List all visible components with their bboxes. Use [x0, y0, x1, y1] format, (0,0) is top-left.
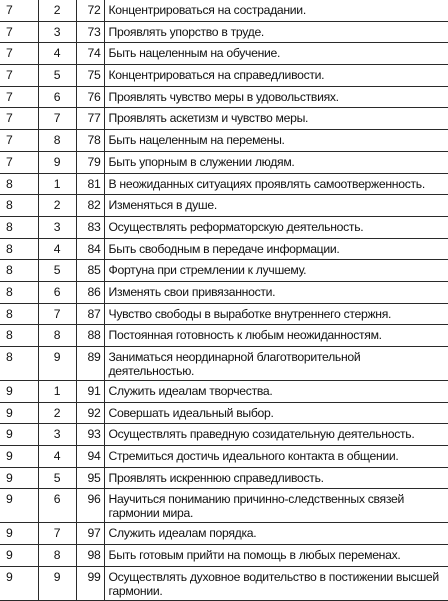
- table-row: [0, 566, 448, 600]
- first-digit-cell: 9: [0, 446, 38, 468]
- table-row: [0, 43, 448, 65]
- number-cell: 82: [76, 195, 104, 217]
- number-cell: 98: [76, 545, 104, 567]
- first-digit-cell: 8: [0, 281, 38, 303]
- first-digit-cell: 7: [0, 108, 38, 130]
- first-digit-cell: 7: [0, 43, 38, 65]
- first-digit-cell: 8: [0, 347, 38, 381]
- description-cell: Быть нацеленным на обучение.: [104, 43, 448, 65]
- number-cell: 87: [76, 303, 104, 325]
- second-digit-cell: 9: [38, 347, 76, 381]
- second-digit-cell: 2: [38, 0, 76, 21]
- description-cell: Концентрироваться на справедливости.: [104, 65, 448, 87]
- number-cell: 92: [76, 402, 104, 424]
- second-digit-cell: 6: [38, 281, 76, 303]
- description-cell: Проявлять упорство в труде.: [104, 21, 448, 43]
- second-digit-cell: 5: [38, 260, 76, 282]
- second-digit-cell: 7: [38, 303, 76, 325]
- first-digit-cell: 8: [0, 303, 38, 325]
- second-digit-cell: 9: [38, 566, 76, 600]
- description-cell: Служить идеалам порядка.: [104, 523, 448, 545]
- first-digit-cell: 7: [0, 130, 38, 152]
- first-digit-cell: 9: [0, 467, 38, 489]
- description-cell: В неожиданных ситуациях проявлять самоотверженность.: [104, 173, 448, 195]
- description-cell: Проявлять искреннюю справедливость.: [104, 467, 448, 489]
- number-cell: 84: [76, 238, 104, 260]
- description-cell: Осуществлять духовное водительство в постижении высшей гармонии.: [104, 566, 448, 600]
- first-digit-cell: 8: [0, 173, 38, 195]
- first-digit-cell: 9: [0, 489, 38, 523]
- second-digit-cell: 4: [38, 238, 76, 260]
- first-digit-cell: 9: [0, 402, 38, 424]
- table-row: [0, 195, 448, 217]
- description-cell: Осуществлять праведную созидательную деятельность.: [104, 424, 448, 446]
- table-row: [0, 260, 448, 282]
- first-digit-cell: 9: [0, 424, 38, 446]
- first-digit-cell: 9: [0, 545, 38, 567]
- table-row: [0, 402, 448, 424]
- number-cell: 72: [76, 0, 104, 21]
- description-cell: Служить идеалам творчества.: [104, 381, 448, 403]
- number-cell: 83: [76, 216, 104, 238]
- table-row: [0, 281, 448, 303]
- first-digit-cell: 9: [0, 566, 38, 600]
- number-cell: 86: [76, 281, 104, 303]
- second-digit-cell: 2: [38, 195, 76, 217]
- number-cell: 91: [76, 381, 104, 403]
- second-digit-cell: 7: [38, 523, 76, 545]
- first-digit-cell: 7: [0, 86, 38, 108]
- first-digit-cell: 7: [0, 65, 38, 87]
- table-row: [0, 21, 448, 43]
- description-cell: Научиться пониманию причинно-следственных связей гармонии мира.: [104, 489, 448, 523]
- number-cell: 74: [76, 43, 104, 65]
- number-cell: 99: [76, 566, 104, 600]
- description-cell: Заниматься неординарной благотворительной деятельностью.: [104, 347, 448, 381]
- table-row: [0, 65, 448, 87]
- description-cell: Осуществлять реформаторскую деятельность.: [104, 216, 448, 238]
- number-cell: 97: [76, 523, 104, 545]
- description-cell: Проявлять чувство меры в удовольствиях.: [104, 86, 448, 108]
- first-digit-cell: 9: [0, 381, 38, 403]
- second-digit-cell: 6: [38, 489, 76, 523]
- first-digit-cell: 8: [0, 238, 38, 260]
- number-cell: 94: [76, 446, 104, 468]
- table-row: [0, 130, 448, 152]
- table-row: [0, 303, 448, 325]
- first-digit-cell: 7: [0, 0, 38, 21]
- second-digit-cell: 1: [38, 173, 76, 195]
- second-digit-cell: 3: [38, 21, 76, 43]
- second-digit-cell: 2: [38, 402, 76, 424]
- number-cell: 75: [76, 65, 104, 87]
- description-cell: Стремиться достичь идеального контакта в общении.: [104, 446, 448, 468]
- description-cell: Изменять свои привязанности.: [104, 281, 448, 303]
- number-cell: 96: [76, 489, 104, 523]
- second-digit-cell: 4: [38, 43, 76, 65]
- number-cell: 76: [76, 86, 104, 108]
- first-digit-cell: 7: [0, 21, 38, 43]
- table-row: [0, 446, 448, 468]
- first-digit-cell: 8: [0, 325, 38, 347]
- description-cell: Концентрироваться на сострадании.: [104, 0, 448, 21]
- number-cell: 88: [76, 325, 104, 347]
- table-row: [0, 523, 448, 545]
- first-digit-cell: 8: [0, 216, 38, 238]
- number-cell: 73: [76, 21, 104, 43]
- table-row: [0, 545, 448, 567]
- first-digit-cell: 8: [0, 260, 38, 282]
- table-row: [0, 325, 448, 347]
- second-digit-cell: 8: [38, 130, 76, 152]
- second-digit-cell: 9: [38, 151, 76, 173]
- number-cell: 85: [76, 260, 104, 282]
- description-cell: Быть нацеленным на перемены.: [104, 130, 448, 152]
- table-row: [0, 216, 448, 238]
- description-cell: Быть свободным в передаче информации.: [104, 238, 448, 260]
- second-digit-cell: 4: [38, 446, 76, 468]
- number-cell: 95: [76, 467, 104, 489]
- description-cell: Совершать идеальный выбор.: [104, 402, 448, 424]
- second-digit-cell: 1: [38, 381, 76, 403]
- table-row: [0, 424, 448, 446]
- table-row: [0, 381, 448, 403]
- table-row: [0, 347, 448, 381]
- first-digit-cell: 7: [0, 151, 38, 173]
- second-digit-cell: 8: [38, 545, 76, 567]
- second-digit-cell: 3: [38, 216, 76, 238]
- second-digit-cell: 5: [38, 65, 76, 87]
- number-cell: 89: [76, 347, 104, 381]
- table-row: [0, 86, 448, 108]
- number-cell: 77: [76, 108, 104, 130]
- number-cell: 93: [76, 424, 104, 446]
- second-digit-cell: 5: [38, 467, 76, 489]
- number-cell: 78: [76, 130, 104, 152]
- second-digit-cell: 3: [38, 424, 76, 446]
- table-row: [0, 173, 448, 195]
- number-cell: 79: [76, 151, 104, 173]
- table-row: [0, 108, 448, 130]
- description-cell: Чувство свободы в выработке внутреннего стержня.: [104, 303, 448, 325]
- second-digit-cell: 7: [38, 108, 76, 130]
- table-row: [0, 151, 448, 173]
- description-cell: Постоянная готовность к любым неожиданностям.: [104, 325, 448, 347]
- second-digit-cell: 8: [38, 325, 76, 347]
- table-row: [0, 238, 448, 260]
- description-cell: Изменяться в душе.: [104, 195, 448, 217]
- description-cell: Проявлять аскетизм и чувство меры.: [104, 108, 448, 130]
- table-row: [0, 0, 448, 21]
- table-row: [0, 489, 448, 523]
- first-digit-cell: 8: [0, 195, 38, 217]
- number-cell: 81: [76, 173, 104, 195]
- second-digit-cell: 6: [38, 86, 76, 108]
- description-cell: Быть упорным в служении людям.: [104, 151, 448, 173]
- description-cell: Быть готовым прийти на помощь в любых переменах.: [104, 545, 448, 567]
- description-cell: Фортуна при стремлении к лучшему.: [104, 260, 448, 282]
- table-row: [0, 467, 448, 489]
- first-digit-cell: 9: [0, 523, 38, 545]
